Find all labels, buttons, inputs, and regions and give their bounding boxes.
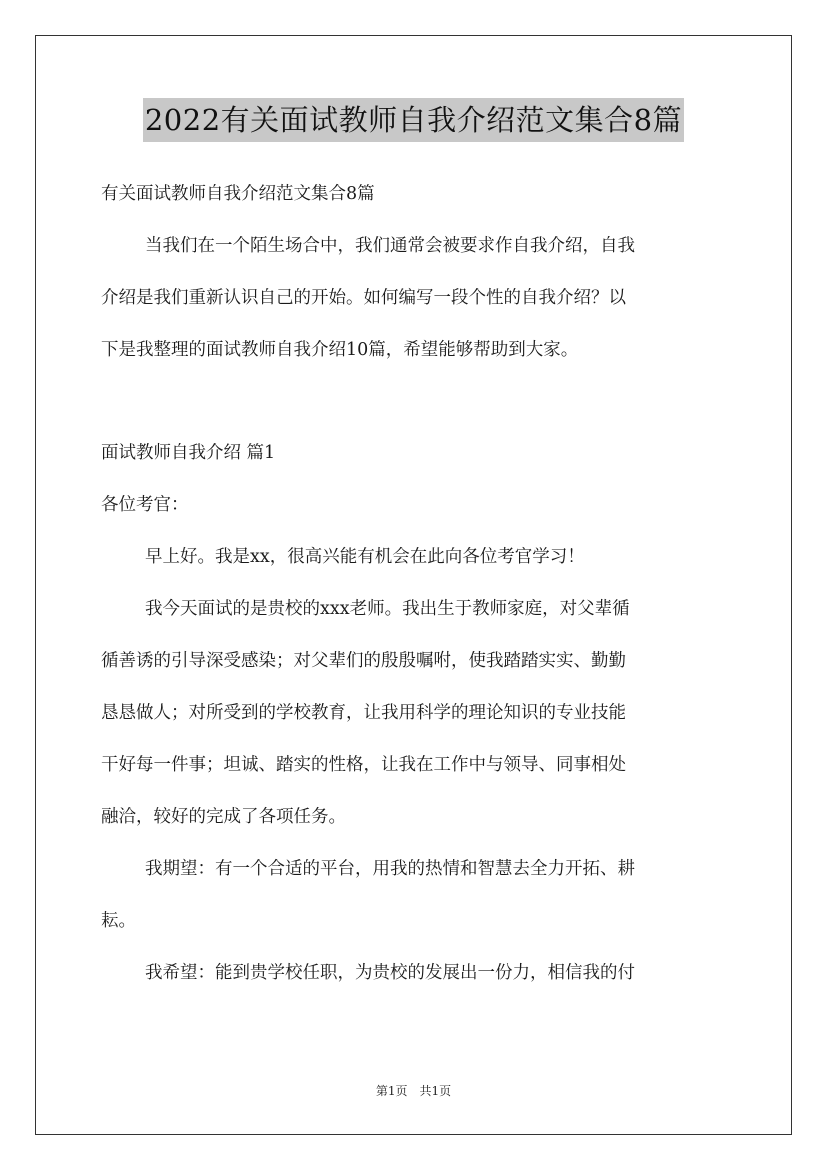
section-heading: 面试教师自我介绍 篇1 [101,443,276,463]
paragraph-2-line-5: 融洽，较好的完成了各项任务。 [101,807,346,827]
page-footer [0,1081,827,1101]
intro-line-1: 当我们在一个陌生场合中，我们通常会被要求作自我介绍，自我 [145,236,635,256]
paragraph-2-line-1: 我今天面试的是贵校的xxx老师。我出生于教师家庭，对父辈循 [145,599,630,619]
paragraph-2-line-2: 循善诱的引导深受感染；对父辈们的殷殷嘱咐，使我踏踏实实、勤勤 [101,651,626,671]
paragraph-3-line-1: 我期望：有一个合适的平台，用我的热情和智慧去全力开拓、耕 [145,859,635,879]
paragraph-3-line-2: 耘。 [101,911,136,931]
paragraph-4-line-1: 我希望：能到贵学校任职，为贵校的发展出一份力，相信我的付 [145,963,635,983]
page-number-label: 第1页 共1页 [375,1084,452,1098]
salutation: 各位考官： [101,495,189,515]
intro-line-2: 介绍是我们重新认识自己的开始。如何编写一段个性的自我介绍？以 [101,288,626,308]
paragraph-greeting: 早上好。我是xx，很高兴能有机会在此向各位考官学习！ [145,547,585,567]
document-title: 2022有关面试教师自我介绍范文集合8篇 [143,98,684,142]
document-body [101,168,726,999]
intro-line-3: 下是我整理的面试教师自我介绍10篇，希望能够帮助到大家。 [101,340,579,360]
document-subtitle: 有关面试教师自我介绍范文集合8篇 [101,184,375,204]
paragraph-2-line-3: 恳恳做人；对所受到的学校教育，让我用科学的理论知识的专业技能 [101,703,626,723]
paragraph-2-line-4: 干好每一件事；坦诚、踏实的性格，让我在工作中与领导、同事相处 [101,755,626,775]
title-container [0,98,827,142]
